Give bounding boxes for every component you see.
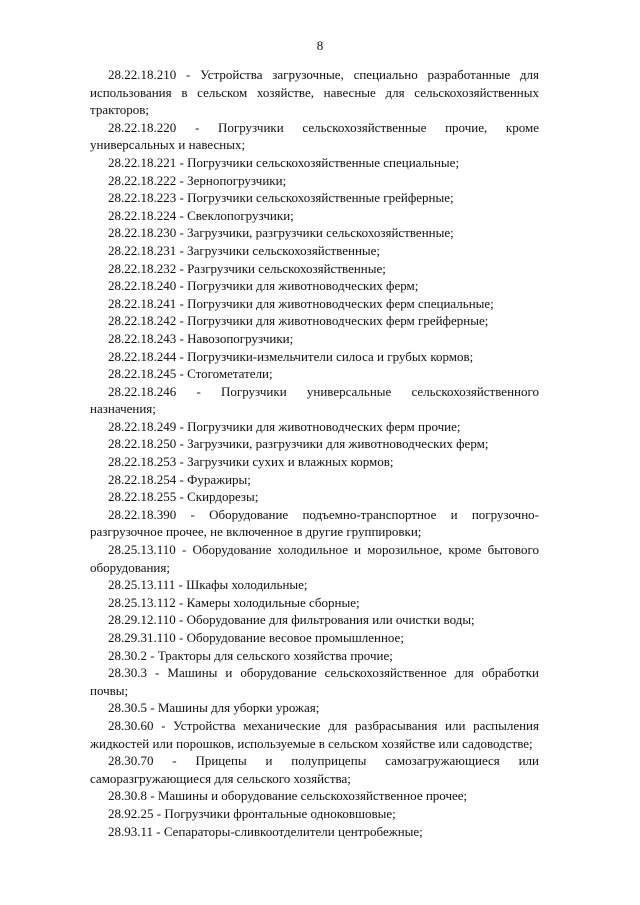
list-item: 28.22.18.241 - Погрузчики для животноводческих ферм специальные; [108,295,494,311]
list-item: 28.25.13.112 - Камеры холодильные сборные; [108,594,360,610]
list-item: 28.29.31.110 - Оборудование весовое промышленное; [108,630,404,645]
list-item: 28.30.70 - Прицепы и полуприцепы самозагружающиеся или саморазгружающиеся для сельского хозяйства; [90,753,539,786]
list-item: 28.29.12.110 - Оборудование для фильтрования или очистки воды; [108,612,475,628]
list-item: 28.22.18.253 - Загрузчики сухих и влажных кормов; [108,454,394,470]
list-item: 28.30.5 - Машины для уборки урожая; [108,700,320,716]
list-item: 28.25.13.111 - Шкафы холодильные; [108,577,308,593]
list-item: 28.22.18.250 - Загрузчики, разгрузчики для животноводческих ферм; [108,436,489,452]
list-item: 28.22.18.246 - Погрузчики универсальные сельскохозяйственного назначения; [90,383,539,417]
list-item: 28.22.18.221 - Погрузчики сельскохозяйственные специальные; [108,154,460,170]
list-item: 28.22.18.230 - Загрузчики, разгрузчики сельскохозяйственные; [108,225,454,241]
list-item: 28.22.18.240 - Погрузчики для животноводческих ферм; [108,278,419,294]
list-item: 28.30.2 - Тракторы для сельского хозяйства прочие; [108,647,393,663]
document-body [90,66,539,840]
list-item: 28.22.18.223 - Погрузчики сельскохозяйственные грейферные; [108,190,454,206]
list-item: 28.22.18.220 - Погрузчики сельскохозяйственные прочие, кроме универсальных и навесных; [90,119,539,153]
list-item: 28.22.18.245 - Стогометатели; [108,366,273,382]
list-item: 28.22.18.210 - Устройства загрузочные, специально разработанные для использования в сельском хозяйстве, навесные для сельскохозяйственных тракторов; [90,67,539,118]
list-item: 28.22.18.232 - Разгрузчики сельскохозяйственные; [108,260,386,276]
list-item: 28.22.18.222 - Зернопогрузчики; [108,172,287,188]
list-item: 28.92.25 - Погрузчики фронтальные одноковшовые; [108,805,396,821]
list-item: 28.30.60 - Устройства механические для разбрасывания или распыления жидкостей или порошков, используемые в сельском хозяйстве или садоводстве; [90,717,539,751]
list-item: 28.22.18.242 - Погрузчики для животноводческих ферм грейферные; [108,313,489,329]
list-item: 28.22.18.244 - Погрузчики-измельчители силоса и грубых кормов; [108,348,474,364]
list-item: 28.22.18.254 - Фуражиры; [108,471,251,487]
list-item: 28.22.18.255 - Скирдорезы; [108,489,259,505]
list-item: 28.22.18.224 - Свеклопогрузчики; [108,207,294,223]
list-item: 28.22.18.249 - Погрузчики для животноводческих ферм прочие; [108,418,461,434]
list-item: 28.25.13.110 - Оборудование холодильное и морозильное, кроме бытового оборудования; [90,542,539,575]
list-item: 28.22.18.231 - Загрузчики сельскохозяйственные; [108,242,381,258]
list-item: 28.22.18.390 - Оборудование подъемно-транспортное и погрузочно-разгрузочное прочее, не включенное в другие группировки; [90,506,539,540]
list-item: 28.30.3 - Машины и оборудование сельскохозяйственное для обработки почвы; [90,665,539,698]
page-number: 8 [316,38,324,53]
list-item: 28.93.11 - Сепараторы-сливкоотделители центробежные; [108,823,423,839]
list-item: 28.22.18.243 - Навозопогрузчики; [108,330,294,346]
list-item: 28.30.8 - Машины и оборудование сельскохозяйственное прочее; [108,788,468,804]
